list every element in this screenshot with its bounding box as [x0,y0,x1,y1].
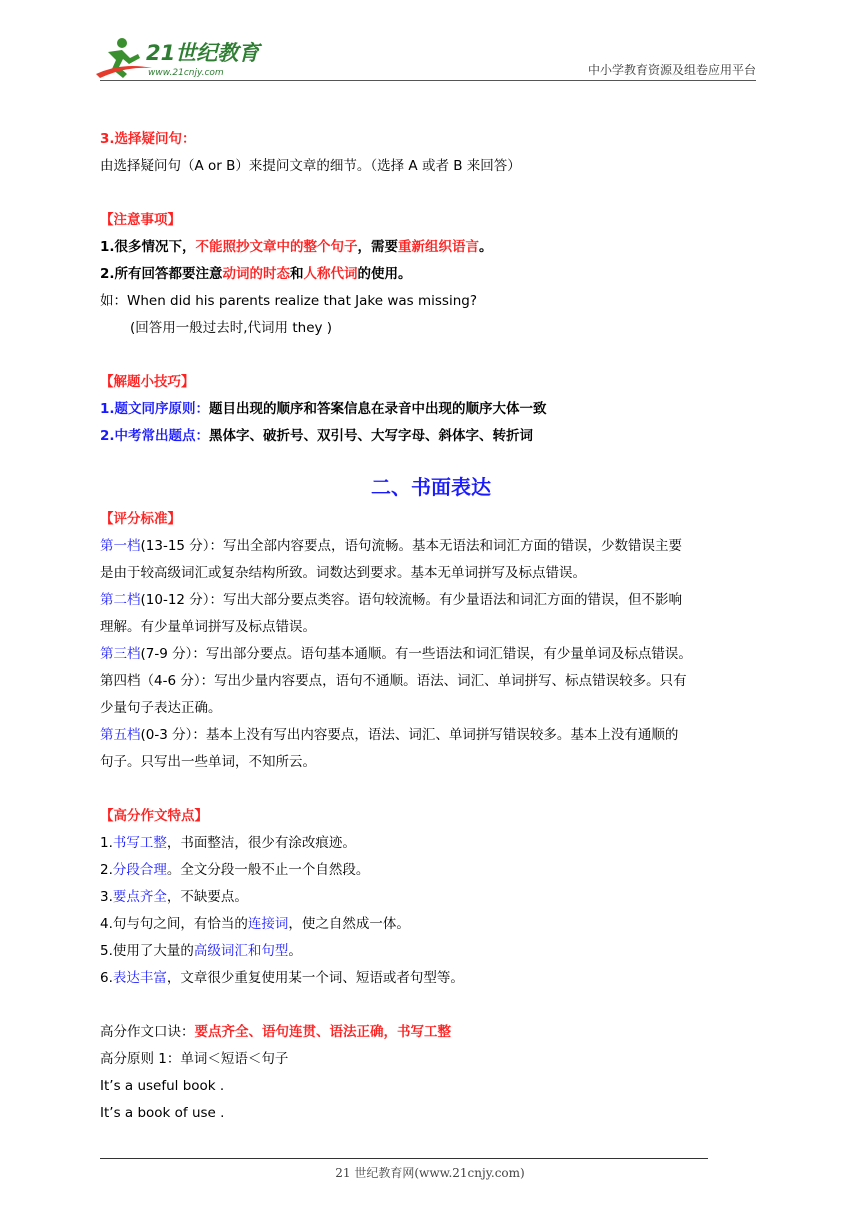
logo-url: www.21cnjy.com [148,68,224,78]
feature-2 [100,857,762,884]
section3-desc: 由选择疑问句（A or B）来提问文章的细节。（选择 A 或者 B 来回答） [100,158,521,174]
tip-2-label: 2.中考常出题点： [100,428,210,444]
feature-4-key: 连接词 [247,916,289,932]
runner-icon [96,38,152,78]
feature-5-key: 高级词汇和句型 [193,943,289,959]
grade-1-label: 第一档 [100,538,141,554]
grade-2-label: 第二档 [100,592,141,608]
note-1 [100,234,762,261]
logo [92,34,267,82]
grade-5-line-1 [100,722,762,749]
feature-1-key: 书写工整 [112,835,167,851]
note-2-c: 和 [290,266,304,282]
feature-3-text: ，不缺要点。 [166,889,248,905]
criteria-title: 【评分标准】 [100,511,181,527]
notes-title: 【注意事项】 [100,212,181,228]
note-2-e: 的使用。 [357,266,412,282]
grade-2-line-2: 理解。有少量单词拼写及标点错误。 [100,619,316,635]
grade-1-line-1 [100,533,762,560]
grade-5-line-2: 句子。只写出一些单词，不知所云。 [100,754,316,770]
section2-title: 二、书面表达 [371,475,491,499]
tip-1 [100,396,762,423]
principle-1: 高分原则 1：单词＜短语＜句子 [100,1051,289,1067]
header-platform-text: 中小学教育资源及组卷应用平台 [587,63,756,77]
footer-divider [100,1158,708,1159]
feature-4-text-a: 4.句与句之间，有恰当的 [100,916,248,932]
formula-label: 高分作文口诀： [100,1024,195,1040]
feature-6-text: ，文章很少重复使用某一个词、短语或者句型等。 [166,970,464,986]
header-divider [100,80,756,81]
grade-3-label: 第三档 [100,646,141,662]
footer-text: 21 世纪教育网(www.21cnjy.com) [335,1166,525,1180]
grade-1-text: (13-15 分）：写出全部内容要点，语句流畅。基本无语法和词汇方面的错误，少数错误主要 [140,538,683,554]
note-2-highlight-2: 人称代词 [303,266,358,282]
feature-2-num: 2. [100,862,113,878]
formula-text: 要点齐全、语句连贯、语法正确，书写工整 [194,1024,451,1040]
grade-4-line-1: 第四档（4-6 分）：写出少量内容要点，语句不通顺。语法、词汇、单词拼写、标点错误较多。只有 [100,673,687,689]
grade-3-line-1 [100,641,762,668]
feature-2-text: 。全文分段一般不止一个自然段。 [166,862,370,878]
note-1-highlight-2: 重新组织语言 [398,239,480,255]
features-title: 【高分作文特点】 [100,808,208,824]
note-2-highlight-1: 动词的时态 [222,266,291,282]
feature-3 [100,884,762,911]
feature-5-text-a: 5.使用了大量的 [100,943,194,959]
note-2-a: 2.所有回答都要注意 [100,266,223,282]
grade-1-line-2: 是由于较高级词汇或复杂结构所致。词数达到要求。基本无单词拼写及标点错误。 [100,565,586,581]
note-example-hint: (回答用一般过去时,代词用 they ) [130,320,333,336]
feature-1 [100,830,762,857]
feature-5 [100,938,762,965]
grade-5-label: 第五档 [100,727,141,743]
feature-4-text-b: ，使之自然成一体。 [288,916,410,932]
grade-3-text: (7-9 分）：写出部分要点。语句基本通顺。有一些语法和词汇错误，有少量单词及标点错误。 [140,646,692,662]
content [100,126,762,1127]
example-sentence-2: It’s a book of use . [100,1105,225,1121]
grade-2-line-1 [100,587,762,614]
feature-4 [100,911,762,938]
example-sentence-1: It’s a useful book . [100,1078,225,1094]
tips-title: 【解题小技巧】 [100,374,195,390]
tip-1-text: 题目出现的顺序和答案信息在录音中出现的顺序大体一致 [209,401,547,417]
note-2 [100,261,762,288]
feature-1-num: 1. [100,835,113,851]
note-example: 如：When did his parents realize that Jake was missing? [100,293,478,309]
feature-1-text: ，书面整洁，很少有涂改痕迹。 [166,835,356,851]
feature-6-key: 表达丰富 [112,970,167,986]
tip-2 [100,423,762,450]
grade-4-line-2: 少量句子表达正确。 [100,700,222,716]
feature-6 [100,965,762,992]
feature-6-num: 6. [100,970,113,986]
feature-2-key: 分段合理 [112,862,167,878]
grade-2-text: (10-12 分）：写出大部分要点类容。语句较流畅。有少量语法和词汇方面的错误，但不影响 [140,592,683,608]
feature-3-num: 3. [100,889,113,905]
section3-title: 3.选择疑问句： [100,131,196,147]
note-1-e: 。 [479,239,493,255]
formula-line [100,1019,762,1046]
note-1-a: 1.很多情况下， [100,239,196,255]
tip-2-text: 黑体字、破折号、双引号、大写字母、斜体字、转折词 [209,428,534,444]
tip-1-label: 1.题文同序原则： [100,401,210,417]
note-1-c: ，需要 [357,239,399,255]
feature-5-text-b: 。 [288,943,302,959]
note-1-highlight-1: 不能照抄文章中的整个句子 [195,239,358,255]
logo-text: 21世纪教育 [146,41,260,65]
grade-5-text: (0-3 分）：基本上没有写出内容要点，语法、词汇、单词拼写错误较多。基本上没有通顺的 [140,727,679,743]
feature-3-key: 要点齐全 [112,889,167,905]
